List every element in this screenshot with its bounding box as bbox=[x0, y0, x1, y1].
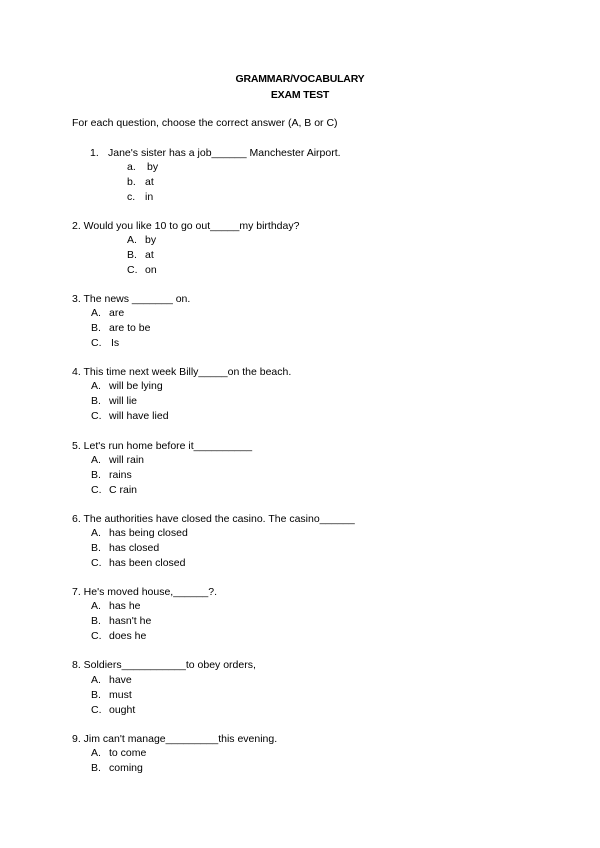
option-letter: A. bbox=[127, 234, 137, 246]
question-text: Jane's sister has a job______ Manchester Airport. bbox=[108, 147, 341, 159]
page-subtitle: EXAM TEST bbox=[270, 89, 330, 101]
option-letter: B. bbox=[91, 615, 101, 627]
option-letter: A. bbox=[91, 380, 101, 392]
option-8b[interactable] bbox=[91, 689, 132, 702]
option-letter: C. bbox=[91, 557, 102, 569]
question-1 bbox=[90, 147, 341, 160]
option-8c[interactable] bbox=[91, 704, 135, 717]
option-letter: A. bbox=[91, 527, 101, 539]
question-5: 5. Let's run home before it__________ bbox=[72, 440, 253, 452]
option-text: at bbox=[145, 176, 154, 188]
option-9a[interactable] bbox=[91, 747, 146, 760]
option-text: hasn't he bbox=[109, 615, 152, 627]
question-3: 3. The news _______ on. bbox=[72, 293, 191, 305]
option-letter: B. bbox=[91, 762, 101, 774]
option-letter: C. bbox=[91, 337, 102, 349]
option-letter: C. bbox=[91, 410, 102, 422]
option-text: has been closed bbox=[109, 557, 186, 569]
option-letter: A. bbox=[91, 307, 101, 319]
option-letter: C. bbox=[127, 264, 138, 276]
option-5a[interactable] bbox=[91, 454, 144, 467]
option-7b[interactable] bbox=[91, 615, 151, 628]
option-letter: b. bbox=[127, 176, 136, 188]
option-text: to come bbox=[109, 747, 147, 759]
option-text: are bbox=[109, 307, 125, 319]
option-4b[interactable] bbox=[91, 395, 137, 408]
option-text: will be lying bbox=[109, 380, 163, 392]
option-letter: B. bbox=[91, 542, 101, 554]
option-text: will have lied bbox=[109, 410, 169, 422]
option-2c[interactable] bbox=[127, 264, 157, 277]
question-9: 9. Jim can't manage_________this evening. bbox=[72, 733, 278, 745]
option-letter: c. bbox=[127, 191, 136, 203]
option-6c[interactable] bbox=[91, 557, 185, 570]
option-letter: C. bbox=[91, 484, 102, 496]
option-9b[interactable] bbox=[91, 762, 143, 775]
option-letter: B. bbox=[127, 249, 137, 261]
option-text: on bbox=[145, 264, 157, 276]
option-8a[interactable] bbox=[91, 674, 132, 687]
option-4c[interactable] bbox=[91, 410, 169, 423]
instructions: For each question, choose the correct answer (A, B or C) bbox=[72, 117, 338, 129]
option-6a[interactable] bbox=[91, 527, 188, 540]
question-4: 4. This time next week Billy_____on the beach. bbox=[72, 366, 292, 378]
option-7c[interactable] bbox=[91, 630, 146, 643]
option-text: will rain bbox=[109, 454, 145, 466]
question-8: 8. Soldiers___________to obey orders, bbox=[72, 659, 256, 671]
option-7a[interactable] bbox=[91, 600, 141, 613]
option-letter: A. bbox=[91, 600, 101, 612]
option-2a[interactable] bbox=[127, 234, 156, 247]
option-text: at bbox=[145, 249, 154, 261]
option-text: coming bbox=[109, 762, 143, 774]
option-3b[interactable] bbox=[91, 322, 150, 335]
question-2: 2. Would you like 10 to go out_____my birthday? bbox=[72, 220, 300, 232]
option-text: ought bbox=[109, 704, 136, 716]
option-text: are to be bbox=[109, 322, 151, 334]
option-text: by bbox=[145, 234, 157, 246]
question-7: 7. He's moved house,______?. bbox=[72, 586, 218, 598]
option-text: rains bbox=[109, 469, 132, 481]
option-text: in bbox=[145, 191, 154, 203]
option-1b[interactable] bbox=[127, 176, 154, 189]
option-letter: B. bbox=[91, 395, 101, 407]
option-letter: B. bbox=[91, 322, 101, 334]
page-title: GRAMMAR/VOCABULARY bbox=[235, 73, 365, 85]
option-text: does he bbox=[109, 630, 147, 642]
option-letter: A. bbox=[91, 674, 101, 686]
question-number: 1. bbox=[90, 147, 99, 159]
option-text: have bbox=[109, 674, 132, 686]
option-3a[interactable] bbox=[91, 307, 124, 320]
option-letter: B. bbox=[91, 689, 101, 701]
option-text: will lie bbox=[109, 395, 138, 407]
option-letter: A. bbox=[91, 454, 101, 466]
option-letter: A. bbox=[91, 747, 101, 759]
option-letter: C. bbox=[91, 630, 102, 642]
option-text: has closed bbox=[109, 542, 160, 554]
option-letter: a. bbox=[127, 161, 136, 173]
option-text: C rain bbox=[109, 484, 138, 496]
option-2b[interactable] bbox=[127, 249, 154, 262]
option-text: has he bbox=[109, 600, 141, 612]
option-text: must bbox=[109, 689, 132, 701]
option-1a[interactable] bbox=[127, 161, 158, 174]
option-5b[interactable] bbox=[91, 469, 132, 482]
option-1c[interactable] bbox=[127, 191, 153, 204]
option-letter: C. bbox=[91, 704, 102, 716]
option-4a[interactable] bbox=[91, 380, 163, 393]
option-letter: B. bbox=[91, 469, 101, 481]
option-text: Is bbox=[111, 337, 120, 349]
option-5c[interactable] bbox=[91, 484, 137, 497]
option-text: by bbox=[147, 161, 159, 173]
option-6b[interactable] bbox=[91, 542, 159, 555]
question-6: 6. The authorities have closed the casino. The casino______ bbox=[72, 513, 355, 525]
option-text: has being closed bbox=[109, 527, 188, 539]
option-3c[interactable] bbox=[91, 337, 119, 350]
